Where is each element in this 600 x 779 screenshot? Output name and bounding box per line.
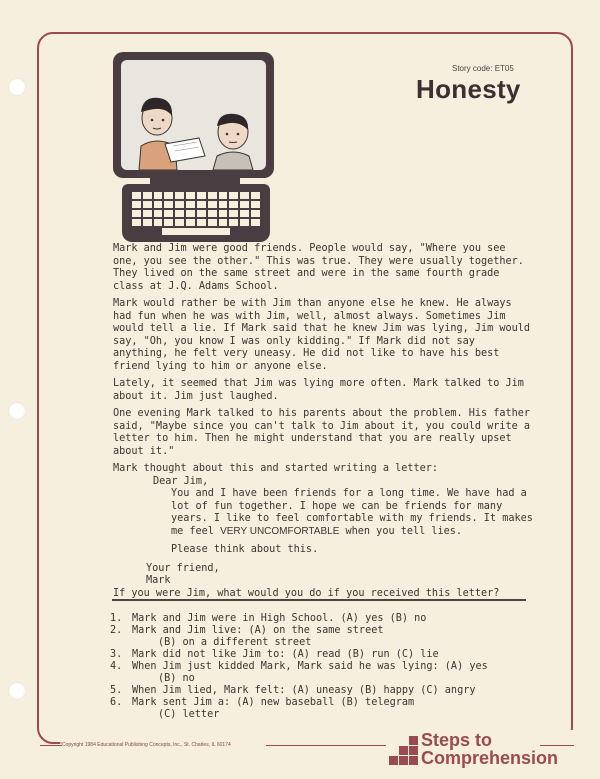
binder-hole-top xyxy=(8,78,26,96)
quiz-number: 6. xyxy=(110,697,123,708)
letter-closing: Your friend, xyxy=(146,562,220,574)
quiz-item xyxy=(110,661,530,673)
page-title: Honesty xyxy=(416,74,521,104)
binder-hole-bottom xyxy=(8,682,26,700)
discussion-question: If you were Jim, what would you do if you received this letter? xyxy=(113,587,500,599)
letter-salutation: Dear Jim, xyxy=(153,475,209,487)
story-paragraph: One evening Mark talked to his parents about the problem. His father said, "Maybe since you can't talk to Jim about it, you could write a letter to him. Then he might understand that you are really upset about it." xyxy=(113,408,531,457)
quiz-item xyxy=(110,697,530,709)
copyright-notice: *Copyright 1984 Educational Publishing Concepts, Inc., St. Charles, IL 60174 xyxy=(60,742,231,748)
quiz-continuation: (C) letter xyxy=(158,709,220,720)
letter-emphasis: VERY UNCOMFORTABLE xyxy=(220,525,340,537)
quiz-number: 4. xyxy=(110,661,123,672)
letter-text: You and I have been friends for a long time. We have had a lot of fun together. I hope we can be friends for many years. I like to feel comfortable with my friends. It makes me feel xyxy=(171,488,533,537)
quiz-text: When Jim just kidded Mark, Mark said he was lying: (A) yes xyxy=(132,661,488,672)
logo-line-2: Comprehension xyxy=(421,748,559,768)
story-code: Story code: ET05 xyxy=(452,64,514,73)
quiz-item xyxy=(110,613,530,625)
keyboard-illustration xyxy=(122,184,270,242)
steps-logo-icon xyxy=(385,734,421,770)
letter-signature: Mark xyxy=(146,575,171,586)
story-paragraph: Mark would rather be with Jim than anyone else he knew. He always had fun when he was with Jim, well, almost always. Sometimes Jim would tell a lie. If Mark said that he knew Jim was lying, Jim would say, "Oh, you know I was only kidding." If Mark did not say anything, he felt very uneasy. He did not like to have his best friend lying to him or anyone else. xyxy=(113,298,531,372)
story-paragraph: Mark thought about this and started writing a letter: xyxy=(113,463,439,474)
letter-request: Please think about this. xyxy=(171,544,319,555)
letter-body xyxy=(171,488,533,538)
steps-to-comprehension-logo xyxy=(421,731,558,767)
logo-line-1: Steps to xyxy=(421,730,493,750)
quiz-number: 2. xyxy=(110,625,123,636)
monitor-screen xyxy=(121,60,266,170)
quiz-number: 3. xyxy=(110,649,123,660)
quiz-text: Mark did not like Jim to: (A) read (B) run (C) lie xyxy=(132,649,439,660)
quiz-item xyxy=(110,649,530,661)
story-text xyxy=(113,243,533,600)
quiz-continuation: (B) no xyxy=(158,673,195,684)
boys-drawing-icon xyxy=(121,60,266,170)
quiz-text: Mark and Jim were in High School. (A) yes (B) no xyxy=(132,613,427,624)
story-paragraph: Lately, it seemed that Jim was lying more often. Mark talked to Jim about it. Jim just laughed. xyxy=(113,378,524,402)
story-paragraph: Mark and Jim were good friends. People would say, "Where you see one, you see the other." This was true. They were usually together. They lived on the same street and were in the same fourth grade class at J.Q. Adams School. xyxy=(113,243,524,292)
quiz-text: Mark and Jim live: (A) on the same street xyxy=(132,625,384,636)
quiz-item xyxy=(110,625,530,637)
binder-hole-middle xyxy=(8,402,26,420)
letter-text: when you tell lies. xyxy=(345,525,463,537)
quiz-number: 5. xyxy=(110,685,123,696)
quiz-list xyxy=(110,613,530,721)
section-divider xyxy=(112,599,526,601)
quiz-text: Mark sent Jim a: (A) new baseball (B) telegram xyxy=(132,697,415,708)
quiz-continuation: (B) on a different street xyxy=(158,637,312,648)
quiz-number: 1. xyxy=(110,613,123,624)
computer-illustration xyxy=(113,52,274,178)
quiz-text: When Jim lied, Mark felt: (A) uneasy (B) happy (C) angry xyxy=(132,685,476,696)
quiz-item xyxy=(110,685,530,697)
